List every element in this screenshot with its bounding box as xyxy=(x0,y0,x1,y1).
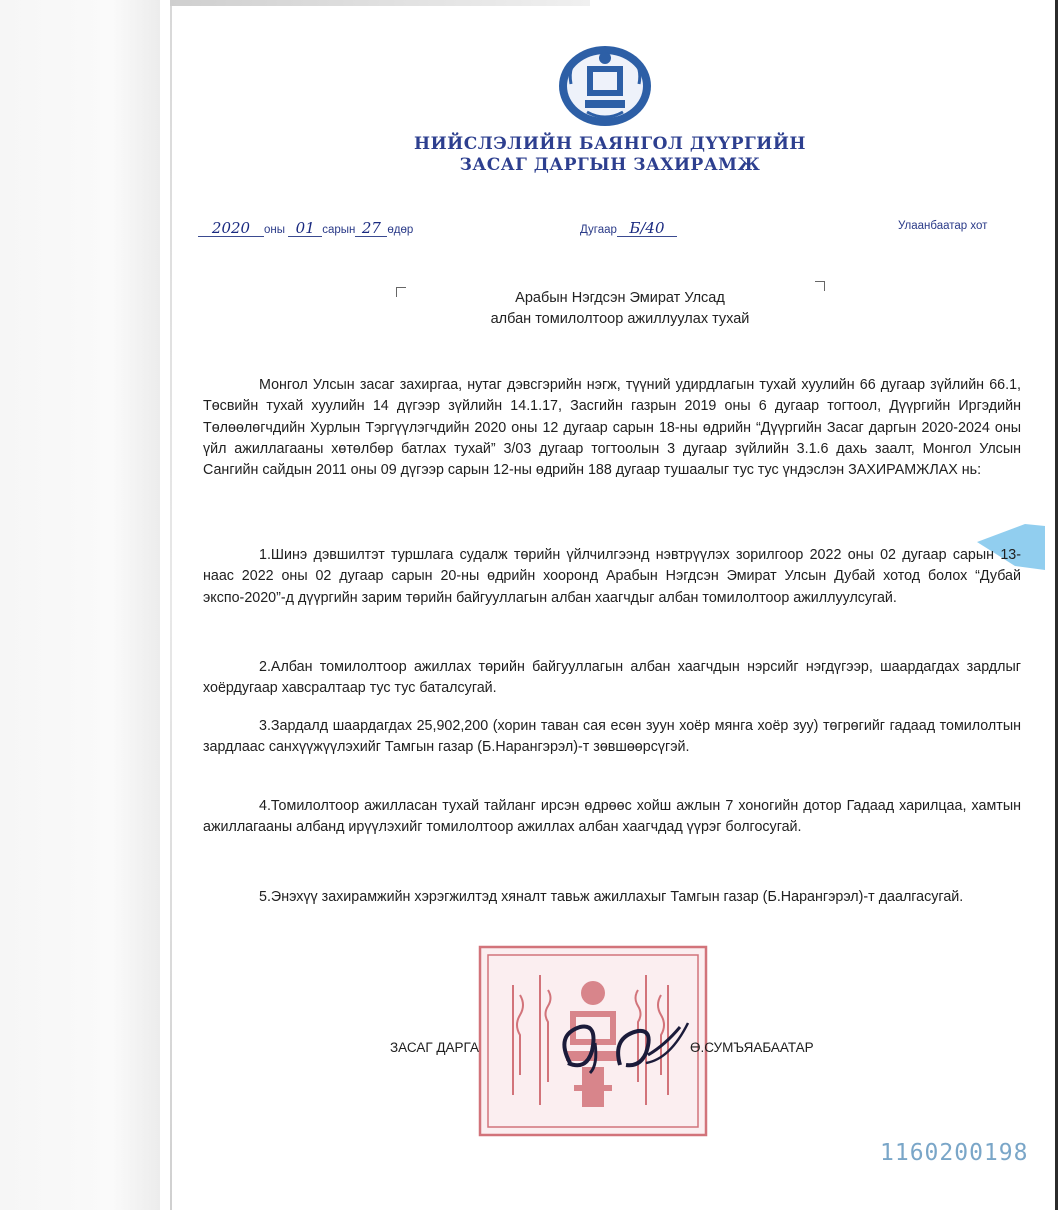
subject-line-2: албан томилолтоор ажиллуулах тухай xyxy=(490,311,750,327)
order-item-3: 3.Зардалд шаардагдах 25,902,200 (хорин таван сая есөн зуун хоёр мянга хоёр зуу) төгрөгийг гадаад томилолтын зардлаас санхүүжүүлэхийг Тамгын газар (Б.Нарангэрэл)-т зөвшөөрсүгэй. xyxy=(203,718,1021,756)
city-label: Улаанбаатар хот xyxy=(898,220,988,232)
date-month-suffix: сарын xyxy=(322,224,356,236)
scan-margin xyxy=(0,0,160,1210)
document-type-title: ЗАСАГ ДАРГЫН ЗАХИРАМЖ xyxy=(459,155,761,175)
issuer-title: НИЙСЛЭЛИЙН БАЯНГОЛ ДҮҮРГИЙН xyxy=(414,134,806,154)
document-number-handwritten: Б/40 xyxy=(617,220,677,237)
scan-top-artifact xyxy=(170,0,590,6)
date-year-suffix: оны xyxy=(264,224,286,236)
number-label: Дугаар xyxy=(580,224,617,236)
signatory-name: Ө.СУМЪЯАБААТАР xyxy=(690,1040,814,1055)
order-item-1: 1.Шинэ дэвшилтэт туршлага судалж төрийн үйлчилгээнд нэвтрүүлэх зорилгоор 2022 оны 02 дугаар сарын 13-наас 2022 оны 02 дугаар сарын 20-ны өдрийн хооронд Арабын Нэгдсэн Эмират Улсын Дубай хотод болох “Дубай экспо-2020”-д дүүргийн зарим төрийн байгууллагын албан хаагчдыг албан томилолтоор ажиллуулсугай. xyxy=(203,547,1021,606)
order-item-5: 5.Энэхүү захирамжийн хэрэгжилтэд хяналт тавьж ажиллахыг Тамгын газар (Б.Нарангэрэл)-т даалгасугай. xyxy=(259,889,964,905)
order-item-2: 2.Албан томилолтоор ажиллах төрийн байгууллагын албан хаагчдын нэрсийг нэгдүгээр, шаардагдах зардлыг хоёрдугаар хавсралтаар тус тус баталсугай. xyxy=(203,659,1021,697)
date-line xyxy=(198,220,413,237)
order-item-4: 4.Томилолтоор ажилласан тухай тайланг ирсэн өдрөөс хойш ажлын 7 хоногийн дотор Гадаад харилцаа, хамтын ажиллагааны албанд ирүүлэхийг томилолтоор ажиллах албан хаагчдад үүрэг болгосугай. xyxy=(203,798,1021,836)
handwritten-signature xyxy=(550,1015,700,1080)
subject-line-1: Арабын Нэгдсэн Эмират Улсад xyxy=(515,290,725,306)
page-edge-shadow xyxy=(170,0,172,1210)
state-emblem-icon xyxy=(557,44,653,128)
date-day-suffix: өдөр xyxy=(387,224,414,236)
document-registration-number: 1160200198 xyxy=(880,1140,1029,1166)
preamble-paragraph: Монгол Улсын засаг захиргаа, нутаг дэвсгэрийн нэгж, түүний удирдлагын тухай хуулийн 66 дугаар зүйлийн 66.1, Төсвийн тухай хуулийн 14 дүгээр зүйлийн 14.1.17, Засгийн газрын 2019 оны 6 дугаар тогтоол, Дүүргийн Иргэдийн Төлөөлөгчдийн Хурлын Тэргүүлэгчдийн 2020 оны 12 дугаар сарын 18-ны өдрийн “Дүүргийн Засаг даргын 2020-2024 оны үйл ажиллагааны хөтөлбөр батлах тухай” 3/03 дугаар тогтоолын 3 дугаар зүйлийн 3.1.6 дахь заалт, Монгол Улсын Сангийн сайдын 2011 оны 09 дүгээр сарын 12-ны өдрийн 188 дугаар тушаалыг тус тус үндэслэн ЗАХИРАМЖЛАХ нь: xyxy=(203,377,1021,479)
date-day: 27 xyxy=(355,220,387,237)
signatory-position: ЗАСАГ ДАРГА xyxy=(390,1040,479,1055)
date-month: 01 xyxy=(288,220,322,237)
number-line xyxy=(580,220,677,237)
date-year: 2020 xyxy=(198,220,264,237)
